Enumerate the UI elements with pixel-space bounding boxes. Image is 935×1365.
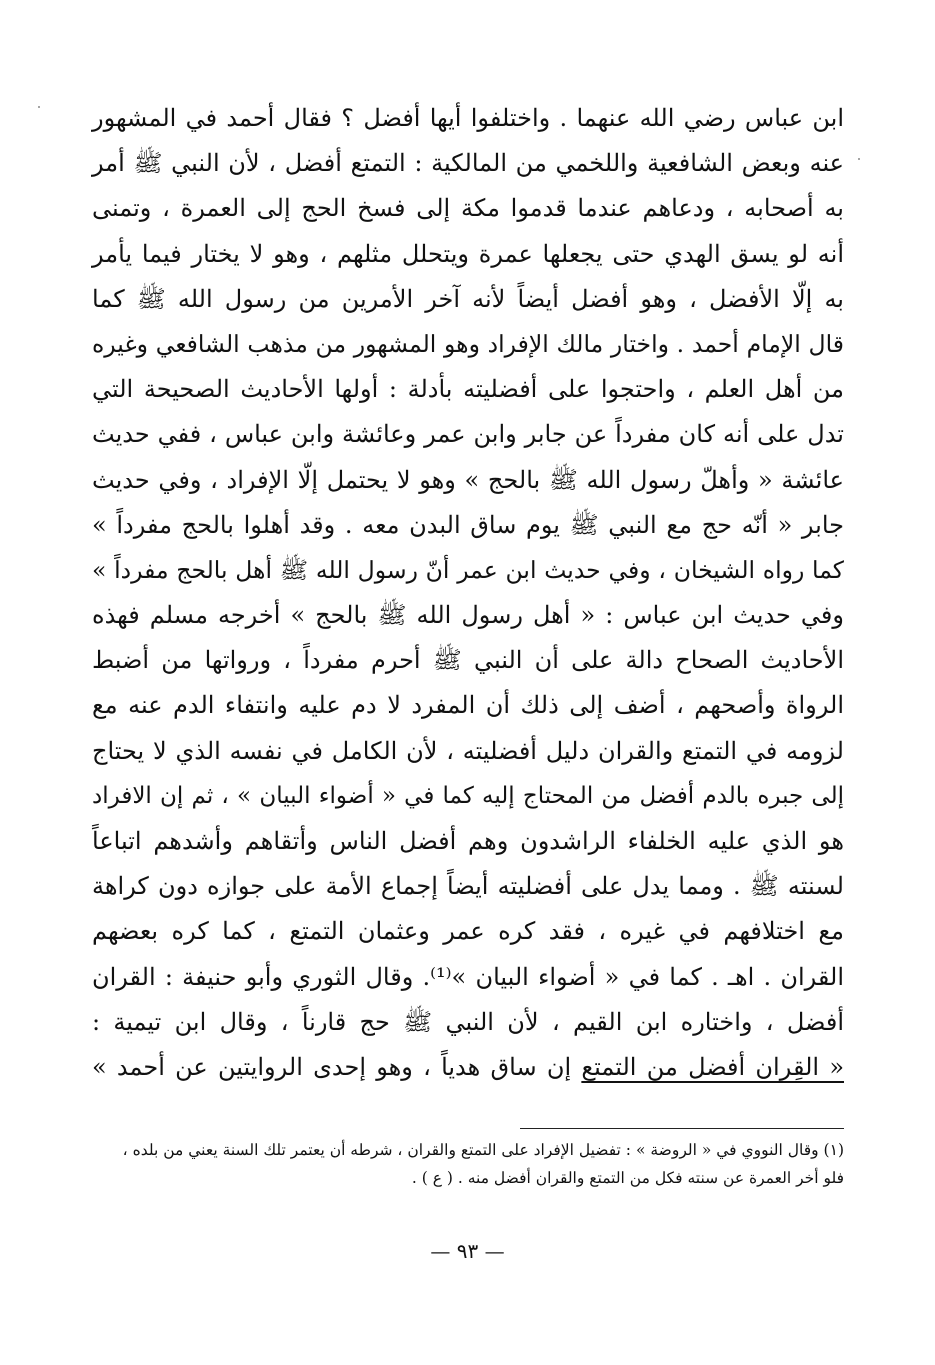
footnotes — [100, 1136, 844, 1192]
text-line: ابن عباس رضي الله عنهما . واختلفوا أيها أفضل ؟ فقال أحمد في المشهور — [92, 104, 844, 132]
text-line: كما رواه الشيخان ، وفي حديث ابن عمر أنّ رسول الله ﷺ أهل بالحج مفرداً » — [92, 555, 844, 584]
text-line: وفي حديث ابن عباس : « أهل رسول الله ﷺ بالحج » أخرجه مسلم فهذه — [92, 601, 844, 630]
footnote-line: (١) وقال النووي في « الروضة » : تفضيل الإفراد على التمتع والقران ، شرطه أن يعتمر تلك السنة يعني من بلده ، — [122, 1141, 844, 1159]
text-line: مع اختلافهم في غيره ، فقد كره عمر وعثمان التمتع ، كما كره بعضهم — [92, 917, 844, 946]
text-line: قال الإمام أحمد . واختار مالك الإفراد وهو المشهور من مذهب الشافعي وغيره — [92, 329, 844, 358]
text-line: الرواة وأصحهم ، أضف إلى ذلك أن المفرد لا دم عليه وانتفاء الدم عنه مع — [92, 691, 844, 720]
text-line: لزومه في التمتع والقران دليل أفضليته ، لأن الكامل في نفسه الذي لا يحتاج — [92, 736, 844, 765]
scan-speck — [38, 106, 40, 108]
scan-speck — [858, 158, 860, 160]
text-line: القران . اهـ . كما في « أضواء البيان »⁽¹⁾. وقال الثوري وأبو حنيفة : القران — [92, 962, 844, 991]
text-line: عنه وبعض الشافعية واللخمي من المالكية : التمتع أفضل ، لأن النبي ﷺ أمر — [92, 149, 844, 178]
underlined-quote: « القِران أفضل من التمتع — [581, 1052, 844, 1081]
footnote-line: فلو أخر العمرة عن سنته فكل من التمتع والقران أفضل منه . ( ع ) . — [411, 1169, 844, 1187]
text-line: هو الذي عليه الخلفاء الراشدون وهم أفضل الناس وأتقاهم وأشدهم اتباعاً — [92, 827, 844, 855]
quote-continuation: إن ساق هدياً ، وهو إحدى الروايتين عن أحمد » — [92, 1052, 582, 1081]
text-line: تدل على أنه كان مفرداً عن جابر وابن عمر وعائشة وابن عباس ، ففي حديث — [92, 420, 844, 449]
text-line: إلى جبره بالدم أفضل من المحتاج إليه كما في « أضواء البيان » ، ثم إن الافراد — [92, 782, 844, 809]
text-line: الأحاديث الصحاح دالة على أن النبي ﷺ أحرم مفرداً ، ورواتها من أضبط — [92, 646, 844, 675]
text-line: لسنته ﷺ . ومما يدل على أفضليته أيضاً إجماع الأمة على جوازه دون كراهة — [92, 872, 844, 901]
text-line: أفضل ، واختاره ابن القيم ، لأن النبي ﷺ حج قارناً ، وقال ابن تيمية : — [92, 1007, 844, 1036]
text-line: به أصحابه ، ودعاهم عندما قدموا مكة إلى فسخ الحج إلى العمرة ، وتمنى — [92, 194, 844, 223]
text-line: أنه لو يسق الهدي حتى يجعلها عمرة ويتحلل مثلهم ، وهو لا يختار فيما يأمر — [92, 239, 844, 268]
page-number: — ٩٣ — — [430, 1239, 505, 1263]
text-line: به إلّا الأفضل ، وهو أفضل أيضاً لأنه آخر الأمرين من رسول الله ﷺ كما — [92, 284, 844, 313]
main-text — [92, 96, 844, 1090]
text-line: من أهل العلم ، واحتجوا على أفضليته بأدلة : أولها الأحاديث الصحيحة التي — [92, 375, 844, 404]
text-line-last — [92, 1045, 844, 1090]
text-line: عائشة « وأهلّ رسول الله ﷺ بالحج » وهو لا يحتمل إلّا الإفراد ، وفي حديث — [92, 465, 844, 494]
footnote-separator — [520, 1128, 844, 1129]
text-line: جابر « أنّه حج مع النبي ﷺ يوم ساق البدن معه . وقد أهلوا بالحج مفرداً » — [92, 510, 844, 539]
